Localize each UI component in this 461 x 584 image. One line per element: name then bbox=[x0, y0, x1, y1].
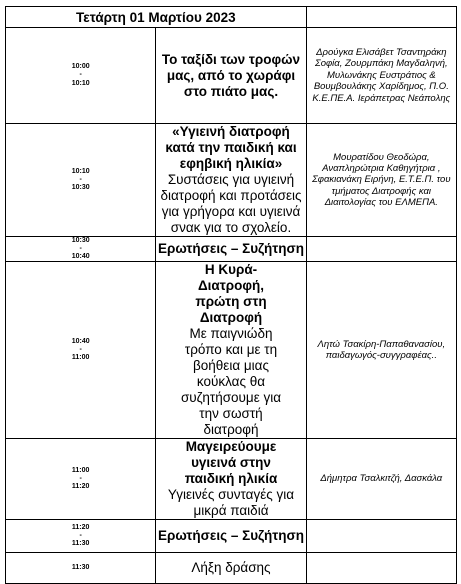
topic-title: Ερωτήσεις – Συζήτηση bbox=[158, 241, 304, 257]
topic-title: Ερωτήσεις – Συζήτηση bbox=[158, 528, 304, 544]
table-row bbox=[6, 262, 457, 439]
presenters-cell: Λητώ Τσακίρη-Παπαθανασίου, παιδαγωγός-συγγραφέας.. bbox=[306, 262, 456, 439]
time-end: 10:40 bbox=[71, 253, 90, 261]
time-separator: - bbox=[79, 175, 82, 183]
topic-description: Υγιεινές συνταγές για μικρά παιδιά bbox=[167, 487, 295, 519]
table-row bbox=[6, 553, 457, 584]
time-separator: - bbox=[79, 71, 82, 79]
time-separator: - bbox=[79, 346, 82, 354]
presenters-cell: Μουρατίδου Θεοδώρα, Αναπληρώτρια Καθηγήτρια , Σφακιανάκη Ειρήνη, Ε.Τ.Ε.Π. του τμήματος Διατροφής και Διαιτολογίας του ΕΛΜΕΠΑ. bbox=[306, 124, 456, 237]
time-end: 11:20 bbox=[71, 483, 90, 491]
topic-cell bbox=[156, 553, 306, 584]
time-cell bbox=[6, 262, 156, 439]
time-cell bbox=[6, 28, 156, 124]
table-row bbox=[6, 237, 457, 262]
presenters-cell: Δρούγκα Ελισάβετ Τσαντηράκη Σοφία, Ζουρμπάκη Μαγδαληνή, Μυλωνάκης Ευστράτιος & Βουμβουλάκης Χαρίδημος, Π.Ο. Κ.Ε.ΠΕ.Α. Ιεράπετρας Νεάπολης bbox=[306, 28, 456, 124]
topic-cell bbox=[156, 124, 306, 237]
topic-title: Η Κυρά-Διατροφή, πρώτη στη Διατροφή bbox=[195, 262, 267, 326]
time-start: 10:30 bbox=[71, 237, 90, 244]
time-start: 10:10 bbox=[71, 167, 90, 175]
topic-title: Το ταξίδι των τροφών μας, από το χωράφι στο πιάτο μας. bbox=[161, 51, 301, 99]
topic-title: «Υγιεινή διατροφή κατά την παιδική και εφηβική ηλικία» bbox=[165, 124, 297, 171]
time-cell bbox=[6, 520, 156, 553]
header-empty-cell bbox=[306, 7, 456, 28]
time-end: 11:30 bbox=[71, 540, 90, 548]
closing-text: Λήξη δράσης bbox=[191, 560, 271, 576]
time-end: 10:10 bbox=[71, 79, 90, 87]
topic-description: Με παιγνιώδη τρόπο και με τη βοήθεια μιας κούκλας θα συζητήσουμε για την σωστή διατροφή bbox=[180, 326, 282, 438]
time-cell bbox=[6, 237, 156, 262]
topic-description: Συστάσεις για υγιεινή διατροφή και προτάσεις για γρήγορα και υγιεινά σνακ για το σχολείο. bbox=[160, 172, 302, 235]
table-row bbox=[6, 520, 457, 553]
time-start: 11:20 bbox=[71, 524, 90, 532]
time-end: 10:30 bbox=[71, 184, 90, 192]
time-end: 11:00 bbox=[71, 354, 90, 362]
topic-cell bbox=[156, 262, 306, 439]
table-row bbox=[6, 28, 457, 124]
time-cell bbox=[6, 124, 156, 237]
program-sheet bbox=[5, 6, 457, 584]
header-row bbox=[6, 7, 457, 28]
table-row bbox=[6, 124, 457, 237]
time-start: 10:00 bbox=[71, 63, 90, 71]
presenters-cell: Δήμητρα Τσαλκιτζή, Δασκάλα bbox=[306, 439, 456, 520]
topic-cell bbox=[156, 237, 306, 262]
time-separator: - bbox=[79, 532, 82, 540]
topic-cell bbox=[156, 520, 306, 553]
topic-title: Μαγειρεύουμε υγιεινά στην παιδική ηλικία bbox=[184, 439, 278, 487]
time-cell bbox=[6, 553, 156, 584]
time-start: 11:00 bbox=[71, 467, 90, 475]
presenters-cell bbox=[306, 237, 456, 262]
table-row bbox=[6, 439, 457, 520]
time-separator: - bbox=[79, 475, 82, 483]
topic-cell bbox=[156, 28, 306, 124]
time-cell bbox=[6, 439, 156, 520]
topic-cell bbox=[156, 439, 306, 520]
presenters-cell bbox=[306, 553, 456, 584]
date-header: Τετάρτη 01 Μαρτίου 2023 bbox=[6, 7, 307, 28]
presenters-cell bbox=[306, 520, 456, 553]
time-start: 11:30 bbox=[71, 564, 90, 572]
time-start: 10:40 bbox=[71, 338, 90, 346]
program-table bbox=[5, 6, 457, 584]
time-separator: - bbox=[79, 245, 82, 253]
